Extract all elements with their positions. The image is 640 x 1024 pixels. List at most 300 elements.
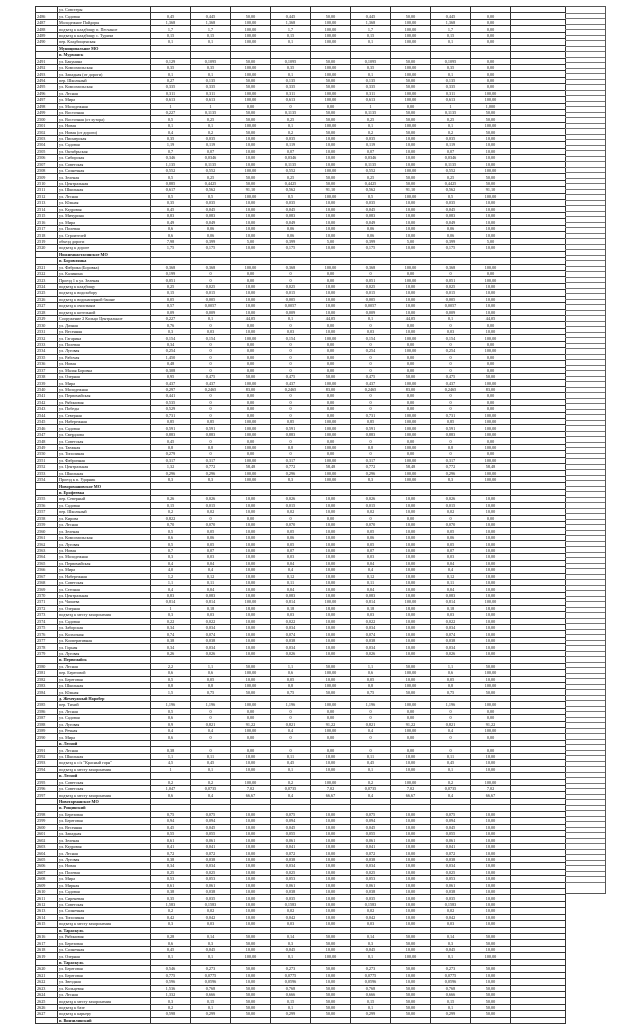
road-name: ул. Зеленая	[58, 174, 151, 180]
margin-rule-line	[565, 172, 605, 173]
value-cell: 0,07	[431, 547, 471, 553]
value-cell: 0,1583	[271, 901, 311, 907]
value-cell: 100,00	[311, 380, 351, 386]
value-cell: 7,02	[471, 785, 511, 791]
road-name: подъезд к месту захоронения	[58, 766, 151, 772]
value-cell: 0,129	[151, 58, 191, 64]
value-cell: 0,04	[351, 586, 391, 592]
value-cell: 0,814	[431, 599, 471, 605]
margin-rule-line	[565, 821, 605, 822]
value-cell: 0,03	[271, 554, 311, 560]
margin-rule-line	[565, 29, 605, 30]
value-cell: 0,1	[351, 316, 391, 322]
value-cell: 50,00	[311, 689, 351, 695]
value-cell: 10,00	[391, 522, 431, 528]
value-cell: 0	[271, 341, 311, 347]
value-cell: 10,00	[471, 554, 511, 560]
margin-rule-line	[565, 579, 605, 580]
value-cell: 0	[431, 270, 471, 276]
row-number: 2513	[36, 200, 58, 206]
value-cell: 0,05	[271, 676, 311, 682]
value-cell: 0,25	[151, 283, 191, 289]
road-name: ул. Рябиновая	[58, 399, 151, 405]
value-cell: 0,731	[151, 412, 191, 418]
right-margin-frame	[565, 6, 606, 894]
value-cell: 83,00	[391, 386, 431, 392]
row-number: 2622	[36, 979, 58, 985]
road-name: ул. Тополиная	[58, 914, 151, 920]
value-cell: 10,00	[311, 914, 351, 920]
value-cell: 100,00	[311, 476, 351, 482]
value-cell: 100,00	[311, 264, 351, 270]
value-cell: 1,7	[151, 26, 191, 32]
value-cell: 10,00	[311, 843, 351, 849]
margin-rule-line	[565, 689, 605, 690]
margin-rule-line	[565, 574, 605, 575]
road-name: Молодежное Пайдоры	[58, 19, 151, 25]
value-cell: 10,00	[391, 592, 431, 598]
value-cell: 0,035	[191, 895, 231, 901]
margin-rule-line	[565, 722, 605, 723]
value-cell: 0,009	[431, 309, 471, 315]
value-cell: 0,335	[351, 84, 391, 90]
value-cell: 1,1	[351, 663, 391, 669]
value-cell: 0,083	[351, 592, 391, 598]
margin-rule-line	[565, 68, 605, 69]
value-cell: 0,0057	[191, 303, 231, 309]
value-cell: 50,00	[311, 985, 351, 991]
value-cell: 1,368	[351, 19, 391, 25]
value-cell: 0,0057	[271, 303, 311, 309]
road-name: ул. Набережная	[58, 419, 151, 425]
value-cell: 44,05	[391, 316, 431, 322]
value-cell: 0,025	[351, 283, 391, 289]
margin-rule-line	[565, 876, 605, 877]
value-cell: 0,1	[351, 39, 391, 45]
value-cell: 0,005	[271, 296, 311, 302]
value-cell: 0,34	[151, 863, 191, 869]
value-cell: 0,045	[351, 824, 391, 830]
value-cell: 10,00	[311, 631, 351, 637]
value-cell: 10,00	[391, 573, 431, 579]
row-number: 2583	[36, 682, 58, 688]
value-cell: 10,00	[471, 676, 511, 682]
road-name: ул. Солнечная	[58, 946, 151, 952]
value-cell: 10,00	[231, 232, 271, 238]
row-number: 2524	[36, 283, 58, 289]
margin-rule-line	[565, 535, 605, 536]
row-number: 2531	[36, 328, 58, 334]
margin-rule-line	[565, 673, 605, 674]
value-cell: 50,00	[311, 13, 351, 19]
value-cell: 100,00	[311, 97, 351, 103]
value-cell: 10,00	[311, 876, 351, 882]
value-cell: 0,299	[431, 1011, 471, 1017]
value-cell: 100,00	[391, 19, 431, 25]
value-cell: 10,00	[311, 760, 351, 766]
row-number: 2620	[36, 966, 58, 972]
value-cell: 0,14	[431, 934, 471, 940]
value-cell: 0,35	[191, 64, 231, 70]
value-cell: 100,00	[471, 348, 511, 354]
value-cell: 10,00	[391, 534, 431, 540]
value-cell: 0,6	[151, 225, 191, 231]
value-cell: 83,00	[471, 386, 511, 392]
value-cell: 0,135	[431, 77, 471, 83]
value-cell: 100,00	[311, 728, 351, 734]
value-cell: 0,015	[431, 502, 471, 508]
margin-rule-line	[565, 695, 605, 696]
row-number: 2543	[36, 406, 58, 412]
value-cell: 0,038	[431, 888, 471, 894]
value-cell: 0,1135	[271, 161, 311, 167]
row-number: 2521	[36, 264, 58, 270]
value-cell: 0,083	[191, 592, 231, 598]
value-cell: 0,4	[431, 567, 471, 573]
value-cell: 50,00	[231, 1004, 271, 1010]
value-cell: 10,00	[231, 637, 271, 643]
road-name: ул. Мира	[58, 567, 151, 573]
value-cell: 0,45	[151, 13, 191, 19]
value-cell: 100,00	[231, 470, 271, 476]
value-cell: 10,00	[391, 612, 431, 618]
value-cell: 0	[431, 451, 471, 457]
margin-rule-line	[565, 106, 605, 107]
value-cell: 0,5	[151, 708, 191, 714]
road-name: ул. Луговая	[58, 721, 151, 727]
margin-rule-line	[565, 684, 605, 685]
value-cell: 0,1	[271, 122, 311, 128]
value-cell: 0,083	[431, 213, 471, 219]
road-name: ул. Тополиная	[58, 451, 151, 457]
margin-rule-line	[565, 150, 605, 151]
value-cell: 0,00	[471, 13, 511, 19]
value-cell: 0	[191, 361, 231, 367]
value-cell: 10,00	[471, 135, 511, 141]
value-cell: 0,1	[191, 1004, 231, 1010]
value-cell: 50,00	[231, 1011, 271, 1017]
margin-rule-line	[565, 260, 605, 261]
road-name: ул. Береговая	[58, 972, 151, 978]
margin-rule-line	[565, 189, 605, 190]
margin-rule-line	[565, 216, 605, 217]
value-cell: 50,00	[311, 180, 351, 186]
value-cell: 10,00	[231, 612, 271, 618]
margin-rule-line	[565, 332, 605, 333]
value-cell: 10,00	[471, 631, 511, 637]
value-cell: 0,00	[311, 348, 351, 354]
value-cell: 50,00	[231, 180, 271, 186]
value-cell: 0,12	[351, 573, 391, 579]
value-cell: 10,00	[471, 901, 511, 907]
value-cell: 0,015	[431, 290, 471, 296]
value-cell: 100,00	[391, 26, 431, 32]
value-cell: 0,227	[151, 110, 191, 116]
value-cell: 0,034	[191, 863, 231, 869]
value-cell: 0,6	[191, 670, 231, 676]
value-cell: 0,0775	[191, 972, 231, 978]
value-cell: 10,00	[231, 901, 271, 907]
value-cell: 10,00	[391, 914, 431, 920]
row-number: 2498	[36, 103, 58, 109]
value-cell: 0,772	[351, 464, 391, 470]
value-cell: 0,2	[151, 1004, 191, 1010]
value-cell: 0,5	[151, 174, 191, 180]
value-cell: 0,083	[191, 213, 231, 219]
value-cell: 0,1	[431, 766, 471, 772]
value-cell: 0,119	[271, 142, 311, 148]
value-cell: 0,051	[431, 277, 471, 283]
value-cell: 10,00	[391, 863, 431, 869]
row-number: 2572	[36, 605, 58, 611]
value-cell: 0,613	[191, 97, 231, 103]
value-cell: 10,00	[231, 824, 271, 830]
value-cell: 100,00	[471, 470, 511, 476]
value-cell: 100,00	[391, 39, 431, 45]
value-cell: 0,03	[351, 921, 391, 927]
value-cell: 10,00	[391, 818, 431, 824]
value-cell: 0,296	[151, 470, 191, 476]
value-cell: 0,25	[431, 174, 471, 180]
road-name: Новотарманское МО	[58, 798, 151, 804]
value-cell: 0,74	[151, 631, 191, 637]
road-name: ул. Школьная	[58, 470, 151, 476]
value-cell: 50,00	[231, 110, 271, 116]
road-name: ул. Полевая	[58, 225, 151, 231]
road-name: подъезд к кладбищу	[58, 283, 151, 289]
value-cell: 0,1	[431, 1004, 471, 1010]
value-cell: 10,00	[391, 895, 431, 901]
road-name: ул. Сиреневая	[58, 895, 151, 901]
margin-rule-line	[565, 145, 605, 146]
value-cell: 10,00	[231, 219, 271, 225]
value-cell: 50,00	[471, 174, 511, 180]
road-name: ул. Восточная (от хутора)	[58, 116, 151, 122]
value-cell: 0,045	[431, 946, 471, 952]
value-cell: 100,00	[311, 419, 351, 425]
value-cell: 0	[191, 412, 231, 418]
row-number: 2590	[36, 734, 58, 740]
value-cell: 0	[351, 361, 391, 367]
value-cell: 0,1	[431, 39, 471, 45]
road-name: ул. Степная	[58, 586, 151, 592]
road-name: п. Ерофеевка	[58, 489, 151, 495]
value-cell: 0,094	[351, 818, 391, 824]
margin-rule-line	[565, 35, 605, 36]
value-cell: 10,00	[391, 972, 431, 978]
road-name: ул. Строителей	[58, 232, 151, 238]
value-cell: 100,00	[231, 779, 271, 785]
value-cell: 10,00	[311, 888, 351, 894]
value-cell: 91,10	[391, 187, 431, 193]
row-number: 2534	[36, 348, 58, 354]
row-number: 2509	[36, 174, 58, 180]
value-cell: 0,154	[271, 335, 311, 341]
value-cell: 100,00	[391, 335, 431, 341]
value-cell: 0,273	[191, 966, 231, 972]
value-cell: 0,03	[431, 554, 471, 560]
value-cell: 10,00	[391, 206, 431, 212]
value-cell: 0,0596	[431, 979, 471, 985]
value-cell: 0,038	[431, 856, 471, 862]
value-cell: 0,1	[271, 316, 311, 322]
value-cell: 0,041	[271, 843, 311, 849]
value-cell: 0,1	[271, 766, 311, 772]
row-number: 2496	[36, 90, 58, 96]
margin-rule-line	[565, 755, 605, 756]
row-number: 2504	[36, 142, 58, 148]
row-number: 2625	[36, 998, 58, 1004]
row-number: 2548	[36, 438, 58, 444]
value-cell: 0,308	[151, 367, 191, 373]
value-cell: 0,074	[431, 631, 471, 637]
value-cell: 10,00	[231, 592, 271, 598]
value-cell: 0,00	[311, 451, 351, 457]
value-cell: 0,6	[151, 534, 191, 540]
value-cell: 10,00	[231, 837, 271, 843]
margin-rule-line	[565, 354, 605, 355]
value-cell: 1,75	[151, 245, 191, 251]
value-cell: 0,45	[351, 760, 391, 766]
value-cell: 91,22	[471, 721, 511, 727]
margin-rule-line	[565, 183, 605, 184]
row-number: 2619	[36, 953, 58, 959]
value-cell: 0,00	[471, 341, 511, 347]
value-cell: 50,00	[391, 991, 431, 997]
value-cell: 100,00	[471, 335, 511, 341]
value-cell: 100,00	[471, 264, 511, 270]
value-cell: 0,35	[271, 64, 311, 70]
value-cell: 1,450	[151, 354, 191, 360]
value-cell: 0,05	[431, 541, 471, 547]
road-name: Сооружение 2 Кольцо Центральное	[58, 316, 151, 322]
value-cell: 0,1	[271, 39, 311, 45]
value-cell: 10,00	[471, 283, 511, 289]
value-cell: 0,034	[351, 644, 391, 650]
value-cell: 0,2465	[191, 386, 231, 392]
value-cell: 0,03	[271, 328, 311, 334]
road-name: ул. Дачная	[58, 322, 151, 328]
value-cell: 0	[431, 341, 471, 347]
value-cell: 0	[351, 354, 391, 360]
value-cell: 100,00	[391, 670, 431, 676]
value-cell: 0	[191, 747, 231, 753]
road-name: ул. Кооперативная	[58, 637, 151, 643]
road-name: ул. Первомайская	[58, 393, 151, 399]
value-cell	[471, 1017, 511, 1023]
value-cell: 0,8	[431, 444, 471, 450]
value-cell: 100,00	[391, 470, 431, 476]
value-cell: 50,00	[471, 934, 511, 940]
value-cell: 0,6	[151, 734, 191, 740]
road-name: ул. Новая	[58, 547, 151, 553]
value-cell: 0,45	[151, 438, 191, 444]
value-cell: 0,06	[271, 232, 311, 238]
road-name: объезд дороги	[58, 238, 151, 244]
value-cell: 0,00	[471, 451, 511, 457]
value-cell: 10,00	[471, 972, 511, 978]
value-cell: 1,368	[431, 19, 471, 25]
margin-rule-line	[565, 79, 605, 80]
value-cell: 10,00	[311, 895, 351, 901]
value-cell: 0,6	[431, 670, 471, 676]
value-cell: 0,2465	[431, 386, 471, 392]
row-number: 2522	[36, 270, 58, 276]
value-cell: 50,00	[391, 966, 431, 972]
row-number: 2595	[36, 779, 58, 785]
row-number: 2593	[36, 760, 58, 766]
value-cell: 0,2	[191, 129, 231, 135]
value-cell: 0,045	[351, 206, 391, 212]
value-cell: 0,437	[191, 380, 231, 386]
margin-rule-line	[565, 442, 605, 443]
value-cell: 100,00	[231, 19, 271, 25]
road-name: ул. Садовая	[58, 142, 151, 148]
value-cell: 0,042	[351, 914, 391, 920]
value-cell: 10,00	[391, 541, 431, 547]
value-cell: 0,00	[311, 734, 351, 740]
value-cell: 10,00	[391, 200, 431, 206]
value-cell: 0,15	[351, 32, 391, 38]
value-cell: 0,883	[151, 431, 191, 437]
value-cell: 50,00	[391, 934, 431, 940]
value-cell: 0,6	[351, 670, 391, 676]
value-cell: 100,00	[391, 425, 431, 431]
value-cell: 0	[271, 747, 311, 753]
value-cell: 0,18	[271, 605, 311, 611]
value-cell: 0,055	[271, 831, 311, 837]
value-cell: 100,00	[231, 64, 271, 70]
value-cell: 0,38	[151, 747, 191, 753]
road-name: ул. Кирова	[58, 515, 151, 521]
value-cell: 0,02	[271, 908, 311, 914]
value-cell: 8,3	[191, 476, 231, 482]
row-number: 2523	[36, 277, 58, 283]
margin-rule-line	[565, 343, 605, 344]
value-cell: 50,00	[471, 985, 511, 991]
value-cell: 0,399	[351, 238, 391, 244]
value-cell: 10,00	[391, 219, 431, 225]
value-cell: 50,00	[391, 663, 431, 669]
value-cell: 0,11	[271, 753, 311, 759]
value-cell: 10,00	[231, 509, 271, 515]
value-cell: 10,00	[471, 213, 511, 219]
margin-rule-line	[565, 128, 605, 129]
value-cell: 0,045	[191, 824, 231, 830]
value-cell: 10,00	[471, 895, 511, 901]
value-cell: 10,00	[471, 818, 511, 824]
value-cell: 0	[351, 341, 391, 347]
value-cell: 0,026	[191, 650, 231, 656]
margin-rule-line	[565, 84, 605, 85]
value-cell: 1,19	[151, 142, 191, 148]
row-number: 2602	[36, 837, 58, 843]
value-cell	[431, 1017, 471, 1023]
value-cell: 0,07	[431, 148, 471, 154]
value-cell: 50,00	[311, 998, 351, 1004]
value-cell: 0,00	[471, 270, 511, 276]
road-name: ул. Набережная	[58, 573, 151, 579]
value-cell: 0,00	[471, 32, 511, 38]
value-cell: 0,03	[191, 921, 231, 927]
value-cell: 0,00	[231, 708, 271, 714]
value-cell: 0	[351, 515, 391, 521]
value-cell: 10,00	[471, 541, 511, 547]
value-cell: 10,00	[231, 554, 271, 560]
road-name: ул. Молодежная	[58, 103, 151, 109]
value-cell: 91,22	[231, 721, 271, 727]
value-cell: 0,00	[231, 103, 271, 109]
